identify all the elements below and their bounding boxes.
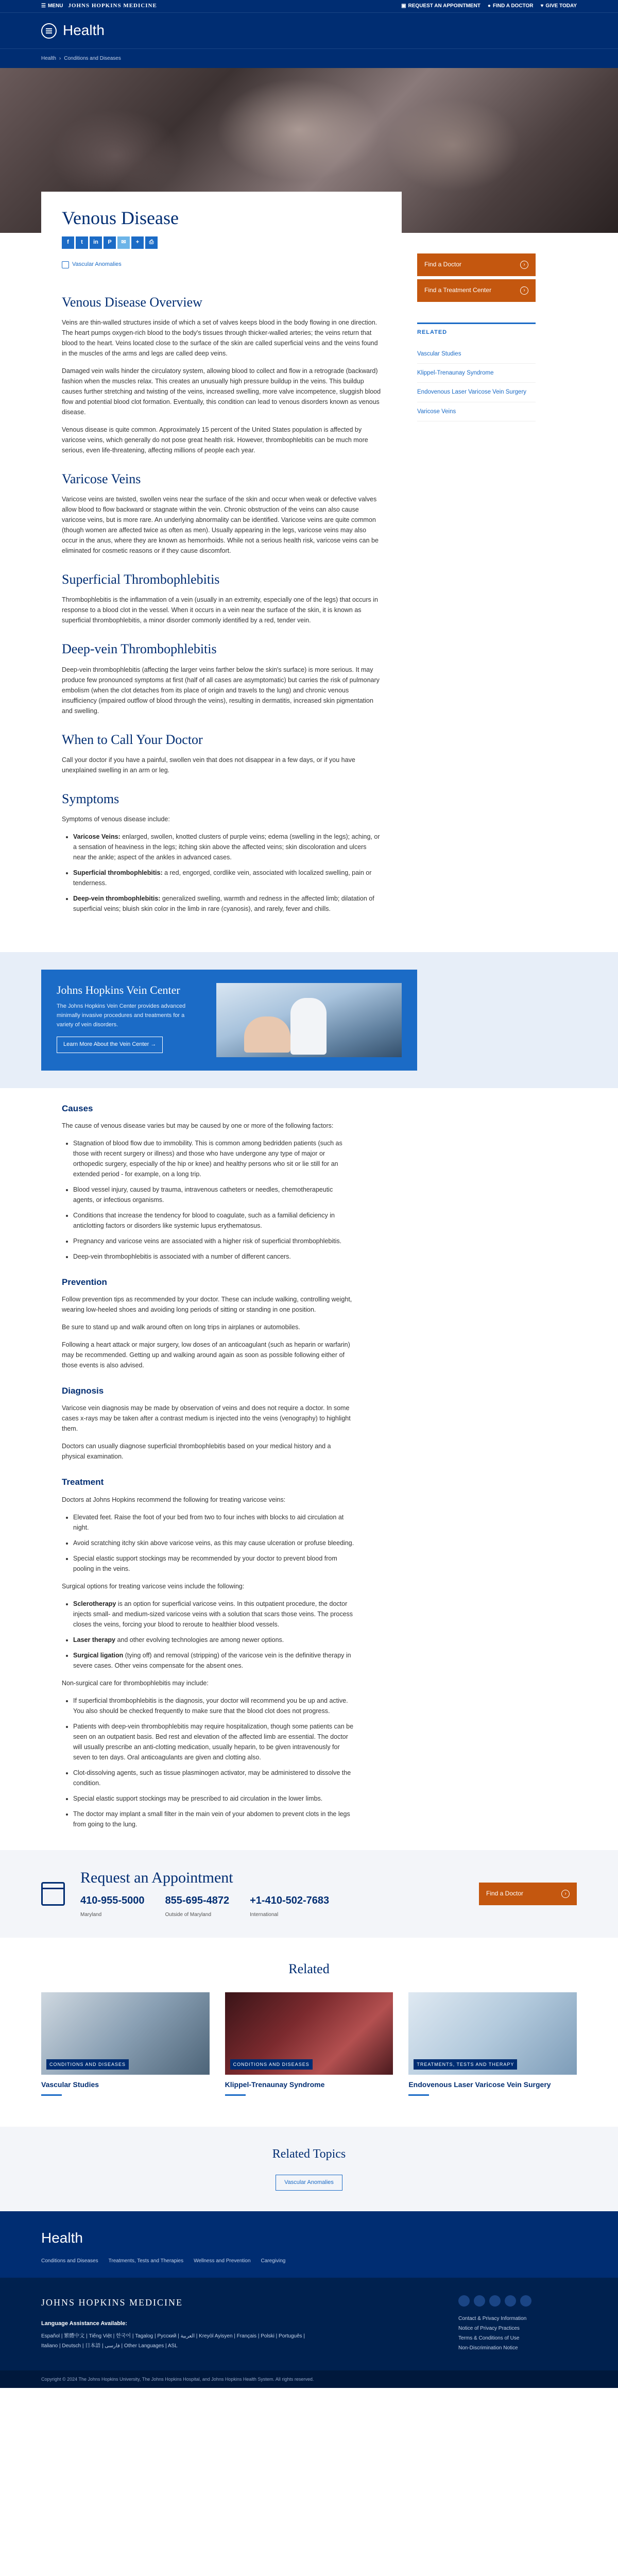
treatment-list bbox=[73, 1512, 355, 1574]
share-bar bbox=[62, 236, 381, 249]
appointment-find-doctor-button[interactable]: Find a Doctor › bbox=[479, 1883, 577, 1905]
when-heading: When to Call Your Doctor bbox=[62, 732, 203, 747]
list-item: • If superficial thrombophlebitis is the diagnosis, your doctor will recommend you be up and active. You also should be checked frequently to make sure that the blood clot does not progress. bbox=[73, 1696, 355, 1716]
paragraph: Doctors can usually diagnose superficial thrombophlebitis based on your medical history and a physical examination. bbox=[62, 1443, 331, 1461]
list-item: • Deep-vein thrombophlebitis is associated with a number of different cancers. bbox=[73, 1251, 355, 1262]
request-appointment-link[interactable]: ▣ REQUEST AN APPOINTMENT bbox=[401, 2, 480, 10]
linkedin-icon[interactable]: in bbox=[90, 236, 102, 249]
language-links[interactable]: Español | 繁體中文 | Tiếng Việt | 한국어 | Tagalog | Русский | العربية | Kreyòl Ayisyen | Français | Polski | Português | Italiano | Deutsch | 日本語 | فارسی | Other Languages | ASL bbox=[41, 2333, 305, 2349]
list-item: • Superficial thrombophlebitis: a red, engorged, cordlike vein, associated with localized swelling, pain or tenderness. bbox=[73, 868, 381, 888]
facebook-icon[interactable] bbox=[458, 2295, 470, 2307]
footer-link[interactable]: Caregiving bbox=[261, 2258, 286, 2264]
footer-legal-link[interactable]: Non-Discrimination Notice bbox=[458, 2345, 518, 2351]
paragraph: Surgical options for treating varicose veins include the following: bbox=[62, 1582, 245, 1590]
nonsurgical-list bbox=[73, 1696, 355, 1829]
email-icon[interactable]: ✉ bbox=[117, 236, 130, 249]
list-item: • Conditions that increase the tendency for blood to coagulate, such as a familial deficiency in anticlotting factors or disorders like systemic lupus erythematosus. bbox=[73, 1210, 355, 1231]
breadcrumb-health[interactable]: Health bbox=[41, 55, 56, 61]
paragraph: Thrombophlebitis is the inflammation of a vein (usually in an extremity, especially one of the legs) that occurs in response to a blood clot in the vessel. When it occurs in a vein near the surface of the skin, it is known as superficial thrombophlebitis, a minor disorder commonly identified by a red, tender vein. bbox=[62, 596, 378, 624]
list-item: • The doctor may implant a small filter in the main vein of your abdomen to prevent clots in the legs from going to the lung. bbox=[73, 1809, 355, 1829]
footer-link[interactable]: Conditions and Diseases bbox=[41, 2258, 98, 2264]
arrow-right-icon: › bbox=[520, 286, 528, 295]
footer-link[interactable]: Wellness and Prevention bbox=[194, 2258, 251, 2264]
breadcrumb bbox=[0, 48, 618, 68]
diagnosis-heading: Diagnosis bbox=[62, 1386, 104, 1396]
paragraph: The cause of venous disease varies but may be caused by one or more of the following factors: bbox=[62, 1122, 334, 1130]
calendar-icon: ▣ bbox=[401, 3, 406, 9]
youtube-icon[interactable] bbox=[505, 2295, 516, 2307]
list-item: • Sclerotherapy is an option for superficial varicose veins. In this outpatient procedure, the doctor injects small- and medium-sized varicose veins with a solution that scars those veins. The process closes the veins, forcing your blood to reroute to healthier blood vessels. bbox=[73, 1599, 355, 1630]
heart-icon: ♥ bbox=[540, 3, 544, 9]
copyright: Copyright © 2024 The Johns Hopkins University, The Johns Hopkins Hospital, and Johns Hopkins Health System. All rights reserved. bbox=[0, 2370, 618, 2388]
give-today-link[interactable]: ♥ GIVE TODAY bbox=[540, 2, 577, 10]
paragraph: Veins are thin-walled structures inside of which a set of valves keeps blood in the body flowing in one direction. The heart pumps oxygen-rich blood to the body's tissues through thicker-walled arteries; the veins return that blood to the heart. Veins located close to the surface of the skin are called superficial veins and the veins found in the muscles of the arms and legs are called deep veins. bbox=[62, 318, 378, 357]
language-heading: Language Assistance Available: bbox=[41, 2320, 127, 2327]
card-image: CONDITIONS AND DISEASES bbox=[41, 1992, 210, 2075]
chevron-right-icon: › bbox=[59, 55, 61, 61]
vein-center-promo bbox=[0, 952, 618, 1088]
paragraph: Varicose vein diagnosis may be made by observation of veins and does not require a doctor. In some cases x-rays may be taken after a contrast medium is injected into the veins (venography) to highlight them. bbox=[62, 1404, 351, 1433]
paragraph: Damaged vein walls hinder the circulatory system, allowing blood to collect and flow in a retrograde (backward) fashion when the muscles relax. This creates an unusually high pressure buildup in the veins. This buildup causes further stretching and twisting of the veins, increased swelling, more valve incompetence, sluggish blood flow and potential blood clot formation. Eventually, this condition can lead to venous disorders known as venous disease. bbox=[62, 367, 381, 416]
superficial-heading: Superficial Thrombophlebitis bbox=[62, 572, 220, 587]
list-item: • Deep-vein thrombophlebitis: generalized swelling, warmth and redness in the affected limb; dilatation of superficial veins; bluish skin color in the limb in rare (cyanosis), and rarely, fever and chills. bbox=[73, 893, 381, 914]
section-title[interactable]: Health bbox=[63, 22, 105, 39]
related-link[interactable]: Endovenous Laser Varicose Vein Surgery bbox=[417, 383, 536, 402]
sidebar bbox=[417, 192, 536, 937]
overview-heading: Venous Disease Overview bbox=[62, 294, 202, 310]
paragraph: Symptoms of venous disease include: bbox=[62, 815, 170, 823]
symptoms-list bbox=[73, 832, 381, 914]
article bbox=[41, 192, 402, 937]
related-card[interactable]: CONDITIONS AND DISEASES Vascular Studies bbox=[41, 1992, 210, 2096]
paragraph: Deep-vein thrombophlebitis (affecting the larger veins farther below the skin's surface) is more serious. It may produce few pronounced symptoms at first (half of all cases are asymptomatic) but carries the risk of pulmonary embolism (when the clot detaches from its place of origin and travels to the lung) and chronic venous insufficiency (impaired outflow of blood through the veins), resulting in dermatitis, increased skin pigmentation and swelling. bbox=[62, 666, 380, 715]
card-image: CONDITIONS AND DISEASES bbox=[225, 1992, 393, 2075]
footer-link[interactable]: Treatments, Tests and Therapies bbox=[108, 2258, 184, 2264]
list-item: • Avoid scratching itchy skin above varicose veins, as this may cause ulceration or profuse bleeding. bbox=[73, 1538, 355, 1548]
list-item: • Blood vessel injury, caused by trauma, intravenous catheters or needles, chemotherapeutic agents, or infectious organisms. bbox=[73, 1184, 355, 1205]
list-item: • Varicose Veins: enlarged, swollen, knotted clusters of purple veins; edema (swelling in the legs); aching, or a sensation of heaviness in the legs; itching skin above the affected veins; skin discoloration and ulcers near the ankle; aspect of the ankles in advanced cases. bbox=[73, 832, 381, 862]
symptoms-heading: Symptoms bbox=[62, 791, 119, 806]
health-header bbox=[0, 12, 618, 48]
footer-bottom bbox=[0, 2278, 618, 2370]
footer-legal-link[interactable]: Contact & Privacy Information bbox=[458, 2316, 527, 2322]
find-treatment-center-button[interactable]: Find a Treatment Center › bbox=[417, 279, 536, 302]
list-item: • Special elastic support stockings may be prescribed to aid circulation in the lower limbs. bbox=[73, 1793, 355, 1804]
calendar-icon bbox=[41, 1882, 65, 1906]
footer-legal-link[interactable]: Terms & Conditions of Use bbox=[458, 2335, 520, 2342]
find-doctor-button[interactable]: Find a Doctor › bbox=[417, 253, 536, 276]
paragraph: Be sure to stand up and walk around often on long trips in airplanes or automobiles. bbox=[62, 1324, 300, 1331]
social-icons bbox=[458, 2295, 577, 2307]
surgical-list bbox=[73, 1599, 355, 1671]
topic-pill[interactable]: Vascular Anomalies bbox=[276, 2175, 342, 2191]
related-link[interactable]: Klippel-Trenaunay Syndrome bbox=[417, 364, 536, 383]
related-heading: Related bbox=[288, 1961, 330, 1977]
find-doctor-link[interactable]: ● FIND A DOCTOR bbox=[488, 2, 534, 10]
vein-center-desc: The Johns Hopkins Vein Center provides advanced minimally invasive procedures and treatments for a variety of vein disorders. bbox=[57, 1003, 186, 1028]
facebook-icon[interactable]: f bbox=[62, 236, 74, 249]
doctor-icon: ● bbox=[487, 3, 491, 9]
topic-tag[interactable]: Vascular Anomalies bbox=[62, 260, 122, 269]
linkedin-icon[interactable] bbox=[489, 2295, 501, 2307]
related-topics-heading: Related Topics bbox=[272, 2147, 346, 2161]
phone-maryland[interactable]: 410-955-5000 Maryland bbox=[80, 1894, 145, 1918]
twitter-icon[interactable]: t bbox=[76, 236, 88, 249]
causes-list bbox=[73, 1138, 355, 1262]
related-link[interactable]: Vascular Studies bbox=[417, 345, 536, 364]
breadcrumb-conditions[interactable]: Conditions and Diseases bbox=[64, 55, 121, 61]
arrow-right-icon: › bbox=[520, 261, 528, 269]
phone-outside[interactable]: 855-695-4872 Outside of Maryland bbox=[165, 1894, 230, 1918]
paragraph: Doctors at Johns Hopkins recommend the following for treating varicose veins: bbox=[62, 1496, 286, 1503]
paragraph: Venous disease is quite common. Approximately 15 percent of the United States population is affected by varicose veins, which generally do not pose great health risk. However, thrombophlebitis can be much more serious, even life-threatening, affecting millions of people each year. bbox=[62, 426, 368, 454]
list-item: • Special elastic support stockings may be recommended by your doctor to prevent blood from pooling in the veins. bbox=[73, 1553, 355, 1574]
related-topics bbox=[0, 2127, 618, 2211]
footer-logo[interactable]: JOHNS HOPKINS MEDICINE bbox=[41, 2297, 183, 2308]
related-card[interactable]: CONDITIONS AND DISEASES Klippel-Trenaunay Syndrome bbox=[225, 1992, 393, 2096]
learn-more-button[interactable]: Learn More About the Vein Center → bbox=[57, 1037, 163, 1053]
vein-center-title: Johns Hopkins Vein Center bbox=[57, 983, 180, 996]
paragraph: Non-surgical care for thrombophlebitis may include: bbox=[62, 1679, 209, 1687]
hamburger-icon: ☰ bbox=[41, 3, 46, 9]
paragraph: Varicose veins are twisted, swollen veins near the surface of the skin and occur when weak or defective valves allow blood to flow backward or stagnate within the vein. Chronic obstruction of the veins can also cause varicose veins, but is more rare. An underlying abnormality can be identified. Varicose veins are quite common (though women are affected twice as often as men). Usually appearing in the legs, varicose veins may also occur in the anus, where they are known as hemorrhoids. While not a serious health risk, varicose veins can be eliminated for cosmetic reasons or if they cause discomfort. bbox=[62, 496, 379, 555]
top-bar bbox=[0, 0, 618, 12]
list-item: • Surgical ligation (tying off) and removal (stripping) of the varicose vein is the definitive therapy in severe cases. Other veins compensate for the absent ones. bbox=[73, 1650, 355, 1671]
footer-top bbox=[0, 2211, 618, 2278]
menu-button[interactable]: ☰ MENU bbox=[41, 2, 63, 10]
list-item: • Pregnancy and varicose veins are associated with a higher risk of superficial thrombophlebitis. bbox=[73, 1236, 355, 1246]
paragraph: Call your doctor if you have a painful, swollen vein that does not disappear in a few days, or if you have unexplained swelling in an arm or leg. bbox=[62, 756, 355, 774]
related-card[interactable]: TREATMENTS, TESTS AND THERAPY Endovenous Laser Varicose Vein Surgery bbox=[408, 1992, 577, 2096]
johns-hopkins-logo[interactable]: JOHNS HOPKINS MEDICINE bbox=[68, 3, 157, 9]
footer-title[interactable]: Health bbox=[41, 2230, 83, 2246]
footer-legal-link[interactable]: Notice of Privacy Practices bbox=[458, 2326, 520, 2332]
pinterest-icon[interactable]: P bbox=[104, 236, 116, 249]
card-image: TREATMENTS, TESTS AND THERAPY bbox=[408, 1992, 577, 2075]
page-title: Venous Disease bbox=[62, 208, 179, 228]
list-item: • Elevated feet. Raise the foot of your bed from two to four inches with blocks to aid circulation at night. bbox=[73, 1512, 355, 1533]
more-share-icon[interactable]: + bbox=[131, 236, 144, 249]
instagram-icon[interactable] bbox=[520, 2295, 531, 2307]
causes-heading: Causes bbox=[62, 1103, 93, 1113]
appointment-band bbox=[0, 1850, 618, 1938]
arrow-right-icon: › bbox=[561, 1890, 570, 1898]
prevention-heading: Prevention bbox=[62, 1277, 107, 1287]
list-item: • Clot-dissolving agents, such as tissue plasminogen activator, may be administered to dissolve the condition. bbox=[73, 1768, 355, 1788]
appointment-heading: Request an Appointment bbox=[80, 1869, 233, 1886]
treatment-heading: Treatment bbox=[62, 1477, 104, 1487]
list-item: • Stagnation of blood flow due to immobility. This is common among bedridden patients (such as those with recent surgery or illness) and those who have undergone any type of major or orthopedic surgery, especially of the hip or knee) and healthy persons who sit or lie still for an extended period - for example, on a long trip. bbox=[73, 1138, 355, 1179]
related-link[interactable]: Varicose Veins bbox=[417, 402, 536, 421]
section-menu-icon[interactable] bbox=[41, 23, 57, 39]
paragraph: Follow prevention tips as recommended by your doctor. These can include walking, controlling weight, wearing low-heeled shoes and avoiding long periods of sitting or standing in one position. bbox=[62, 1296, 352, 1314]
related-section bbox=[0, 1938, 618, 2106]
list-item: • Laser therapy and other evolving technologies are among newer options. bbox=[73, 1635, 355, 1645]
print-icon[interactable]: ⎙ bbox=[145, 236, 158, 249]
related-label: RELATED bbox=[417, 329, 448, 335]
phone-international[interactable]: +1-410-502-7683 International bbox=[250, 1894, 330, 1918]
tag-icon bbox=[62, 261, 69, 268]
list-item: • Patients with deep-vein thrombophlebitis may require hospitalization, though some patients can be seen on an outpatient basis. Bed rest and elevation of the affected limb are essential. The doctor will usually prescribe an anti-clotting medication, usually heparin, to be given intravenously for seven to ten days. Oral anticoagulants are given and clotting also. bbox=[73, 1721, 355, 1762]
related-box bbox=[417, 323, 536, 421]
vein-center-photo bbox=[216, 983, 402, 1057]
varicose-heading: Varicose Veins bbox=[62, 471, 141, 486]
twitter-icon[interactable] bbox=[474, 2295, 485, 2307]
paragraph: Following a heart attack or major surgery, low doses of an anticoagulant (such as heparin or warfarin) may be recommended. Getting up and walking around again as soon as possible following either of those events is also advised. bbox=[62, 1341, 350, 1369]
deep-heading: Deep-vein Thrombophlebitis bbox=[62, 641, 217, 657]
